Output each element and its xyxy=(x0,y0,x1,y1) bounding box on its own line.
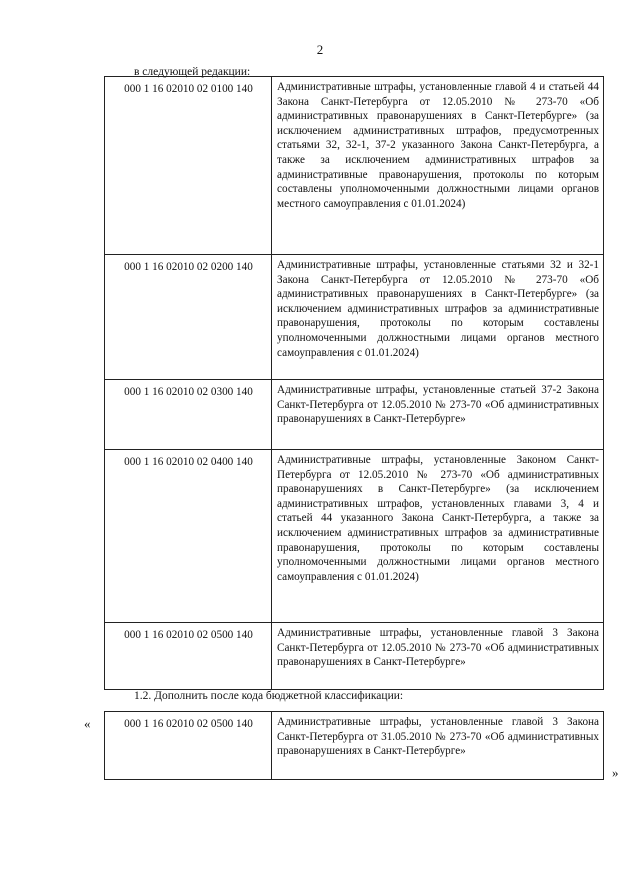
budget-code-cell: 000 1 16 02010 02 0500 140 xyxy=(105,623,272,690)
table-row xyxy=(105,380,604,450)
table-row xyxy=(105,255,604,380)
description-cell: Административные штрафы, установленные статьей 37-2 Закона Санкт-Петербурга от 12.05.2010 № 273-70 «Об административных правонарушениях в Санкт-Петербурге» xyxy=(272,380,604,450)
table-row xyxy=(105,712,604,780)
table-row xyxy=(105,77,604,255)
added-code-table xyxy=(104,711,604,780)
page-number: 2 xyxy=(316,42,324,57)
budget-codes-table xyxy=(104,76,604,690)
description-cell: Административные штрафы, установленные статьями 32 и 32-1 Закона Санкт-Петербурга от 12.05.2010 № 273-70 «Об административных правонарушениях в Санкт-Петербурге» (за исключением административных штрафов за административные правонарушения, протоколы по которым составлены уполномоченными должностными лицами органов местного самоуправления с 01.01.2024) xyxy=(272,255,604,380)
open-quote: « xyxy=(84,716,91,731)
intro-text: в следующей редакции: xyxy=(134,66,251,78)
budget-code-cell: 000 1 16 02010 02 0100 140 xyxy=(105,77,272,255)
table-row xyxy=(105,450,604,623)
description-cell: Административные штрафы, установленные главой 3 Закона Санкт-Петербурга от 12.05.2010 № 273-70 «Об административных правонарушениях в Санкт-Петербурге» xyxy=(272,623,604,690)
description-cell: Административные штрафы, установленные главой 3 Закона Санкт-Петербурга от 31.05.2010 № 273-70 «Об административных правонарушениях в Санкт-Петербурге» xyxy=(272,712,604,780)
budget-code-cell: 000 1 16 02010 02 0200 140 xyxy=(105,255,272,380)
budget-code-cell: 000 1 16 02010 02 0300 140 xyxy=(105,380,272,450)
table-row xyxy=(105,623,604,690)
description-cell: Административные штрафы, установленные Законом Санкт-Петербурга от 12.05.2010 № 273-70 «Об административных правонарушениях в Санкт-Петербурге» (за исключением административных штрафов, установленных главами 3, 4 и статьей 44 указанного Закона Санкт-Петербурга, а также за исключением административных штрафов за административные правонарушения, протоколы по которым составлены уполномоченными должностными лицами органов местного самоуправления с 01.01.2024) xyxy=(272,450,604,623)
budget-code-cell: 000 1 16 02010 02 0500 140 xyxy=(105,712,272,780)
budget-code-cell: 000 1 16 02010 02 0400 140 xyxy=(105,450,272,623)
close-quote: » xyxy=(612,765,619,780)
section-text: 1.2. Дополнить после кода бюджетной классификации: xyxy=(134,690,404,702)
description-cell: Административные штрафы, установленные главой 4 и статьей 44 Закона Санкт-Петербурга от 12.05.2010 № 273-70 «Об административных правонарушениях в Санкт-Петербурге» (за исключением административных штрафов, предусмотренных статьями 32, 32-1, 37-2 указанного Закона Санкт-Петербурга, а также за исключением административных штрафов за административные правонарушения, протоколы по которым составлены уполномоченными должностными лицами органов местного самоуправления с 01.01.2024) xyxy=(272,77,604,255)
